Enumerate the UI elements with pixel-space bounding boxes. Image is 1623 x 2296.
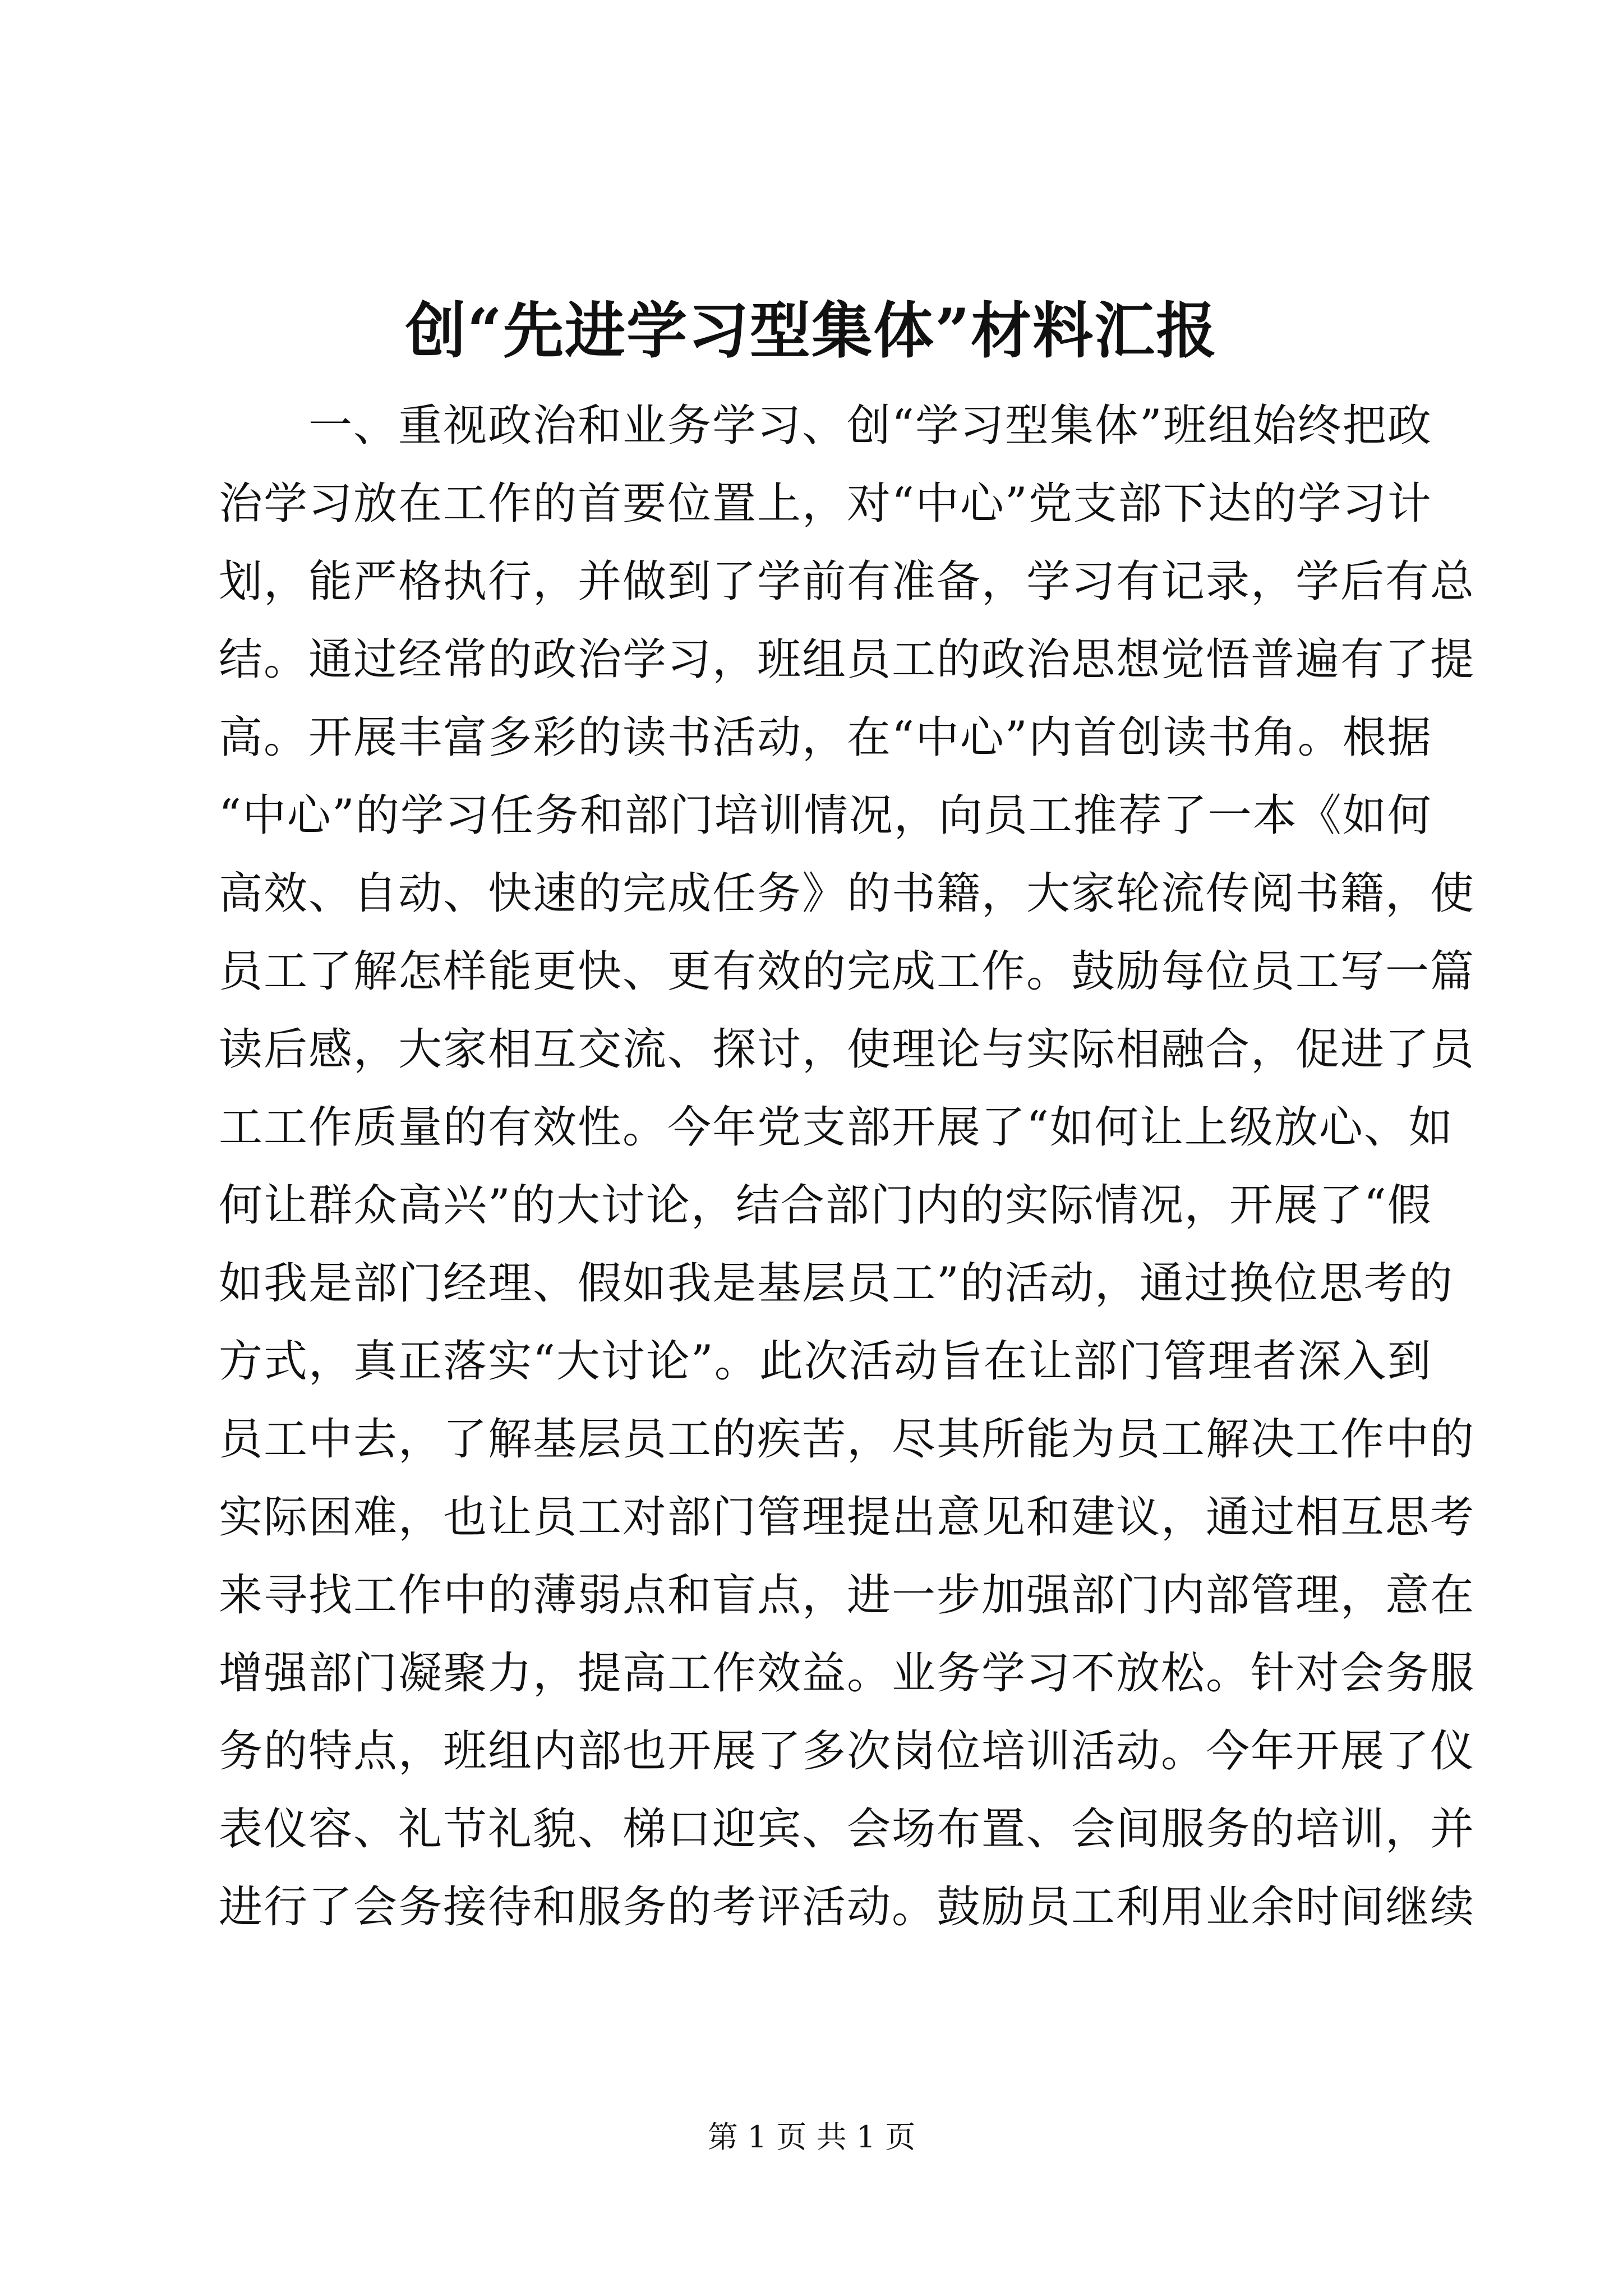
- body-line: 来寻找工作中的薄弱点和盲点，进一步加强部门内部管理，意在: [219, 1570, 1476, 1621]
- body-line: 员工了解怎样能更快、更有效的完成工作。鼓励每位员工写一篇: [219, 946, 1476, 997]
- body-line: 划，能严格执行，并做到了学前有准备，学习有记录，学后有总: [219, 556, 1476, 607]
- body-line: 高。开展丰富多彩的读书活动，在“中心”内首创读书角。根据: [219, 712, 1432, 763]
- body-line: 增强部门凝聚力，提高工作效益。业务学习不放松。针对会务服: [219, 1648, 1476, 1699]
- body-line: 实际困难，也让员工对部门管理提出意见和建议，通过相互思考: [219, 1492, 1476, 1543]
- body-line: 一、重视政治和业务学习、创“学习型集体”班组始终把政: [308, 401, 1432, 451]
- body-line: 表仪容、礼节礼貌、梯口迎宾、会场布置、会间服务的培训，并: [219, 1804, 1476, 1855]
- body-line: 何让群众高兴”的大讨论，结合部门内的实际情况，开展了“假: [219, 1180, 1432, 1231]
- body-line: 工工作质量的有效性。今年党支部开展了“如何让上级放心、如: [219, 1102, 1454, 1153]
- page-footer: 第 1 页 共 1 页: [707, 2119, 916, 2155]
- body-line: 读后感，大家相互交流、探讨，使理论与实际相融合，促进了员: [219, 1024, 1476, 1075]
- body-line: 治学习放在工作的首要位置上，对“中心”党支部下达的学习计: [219, 478, 1432, 529]
- body-line: 方式，真正落实“大讨论”。此次活动旨在让部门管理者深入到: [219, 1336, 1432, 1387]
- body-line: 务的特点，班组内部也开展了多次岗位培训活动。今年开展了仪: [219, 1726, 1476, 1777]
- document-body: [219, 387, 1476, 1947]
- body-line: 高效、自动、快速的完成任务》的书籍，大家轮流传阅书籍，使: [219, 868, 1476, 919]
- body-line: “中心”的学习任务和部门培训情况，向员工推荐了一本《如何: [219, 790, 1432, 841]
- body-line: 进行了会务接待和服务的考评活动。鼓励员工利用业余时间继续: [219, 1882, 1476, 1932]
- body-line: 员工中去，了解基层员工的疾苦，尽其所能为员工解决工作中的: [219, 1414, 1476, 1465]
- body-line: 如我是部门经理、假如我是基层员工”的活动，通过换位思考的: [219, 1258, 1454, 1309]
- body-line: 结。通过经常的政治学习，班组员工的政治思想觉悟普遍有了提: [219, 634, 1476, 685]
- document-title: 创“先进学习型集体”材料汇报: [405, 296, 1218, 366]
